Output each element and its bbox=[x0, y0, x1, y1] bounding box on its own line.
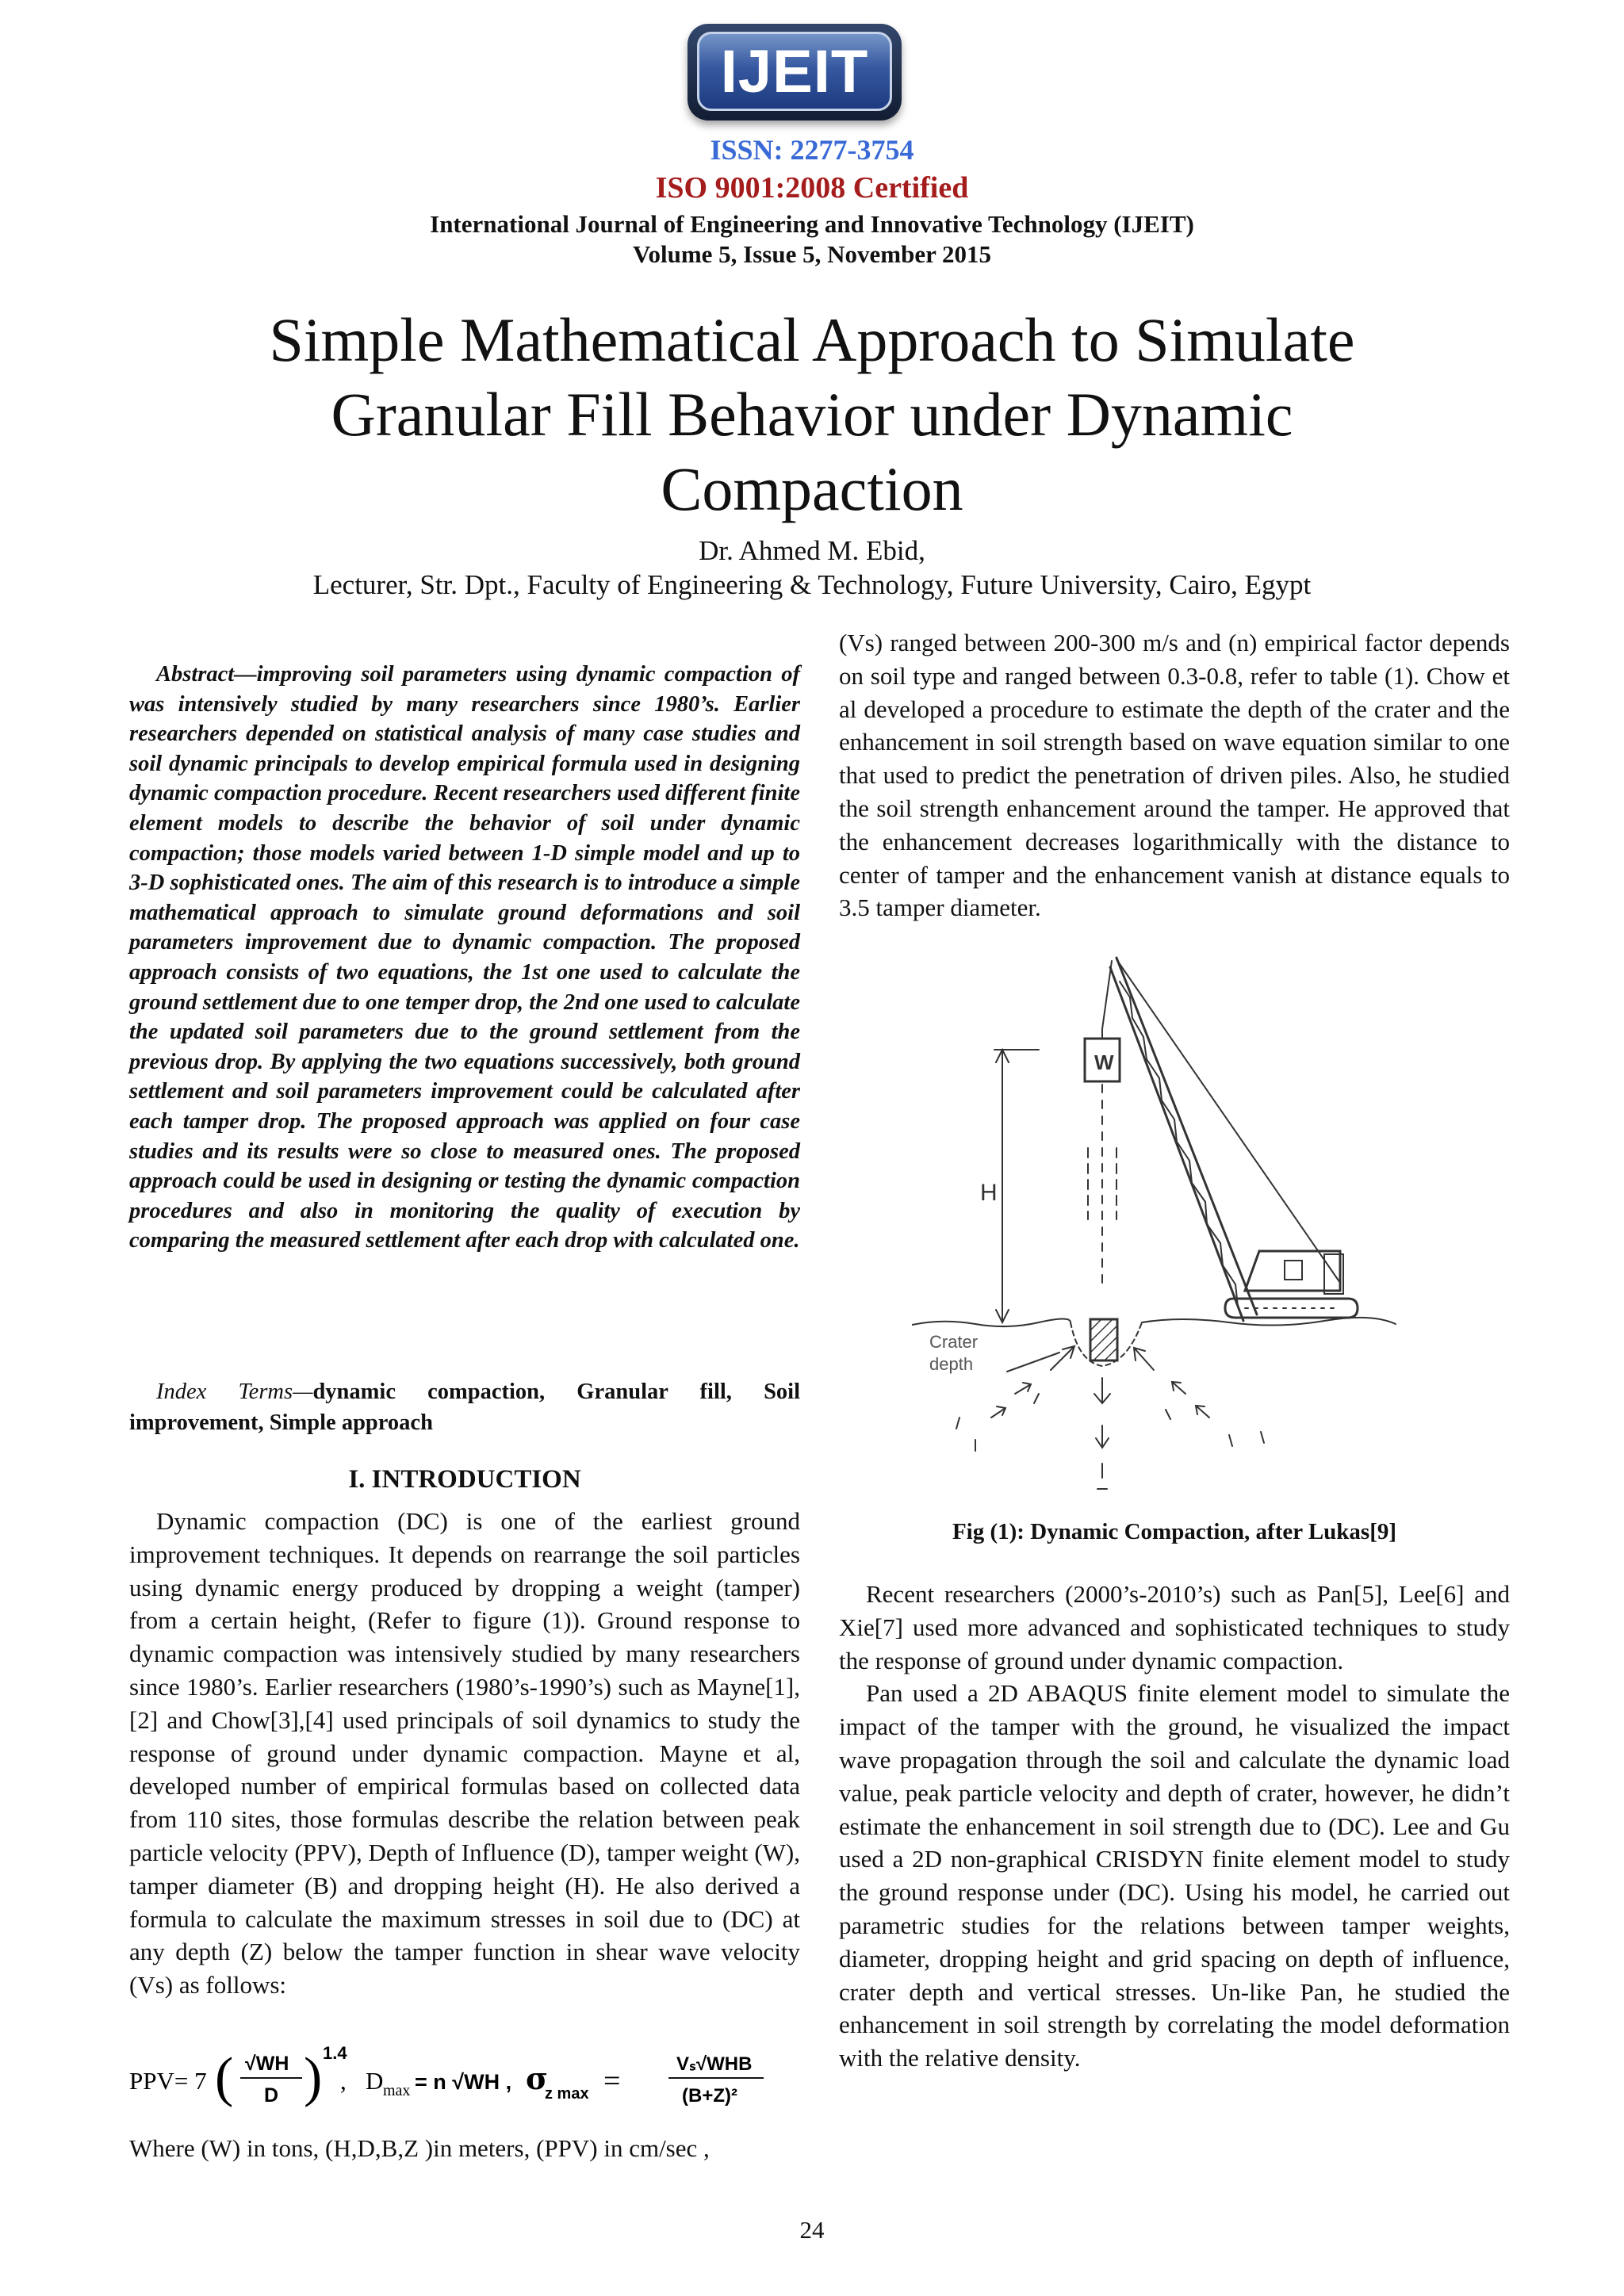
crater-label-line2: depth bbox=[929, 1354, 974, 1374]
right-paragraph-1: Recent researchers (2000’s-2010’s) such as Pan[5], Lee[6] and Xie[7] used more advanced and sophisticated techniques to study the response of ground under dynamic compaction. bbox=[839, 1580, 1510, 1674]
iso-line: ISO 9001:2008 Certified bbox=[655, 171, 969, 205]
dmax-rhs: = n √WH , bbox=[415, 2070, 512, 2094]
paper-title bbox=[0, 303, 1624, 526]
figure-caption: Fig (1): Dynamic Compaction, after Lukas[9] bbox=[952, 1519, 1397, 1544]
author-affiliation: Lecturer, Str. Dpt., Faculty of Engineering & Technology, Future University, Cairo, Egypt bbox=[312, 569, 1312, 600]
formula-comma: , bbox=[340, 2067, 347, 2095]
sigma-denominator: (B+Z)² bbox=[682, 2085, 737, 2107]
author-name: Dr. Ahmed M. Ebid, bbox=[699, 535, 925, 566]
index-terms bbox=[129, 1376, 800, 1438]
crane-cab-window bbox=[1285, 1261, 1302, 1280]
tamper-hatching bbox=[1090, 1319, 1117, 1360]
crater-label-line1: Crater bbox=[929, 1332, 979, 1352]
crane-boom-upper bbox=[1116, 958, 1257, 1314]
title-line: Simple Mathematical Approach to Simulate bbox=[269, 305, 1355, 374]
abstract bbox=[129, 660, 800, 1256]
intro-paragraph: Dynamic compaction (DC) is one of the earliest ground improvement techniques. It depends on rearrange the soil particles using dynamic energy produced by dropping a weight (tamper) from a certain height, (Refer to figure (1)). Ground response to dynamic compaction was intensively studied by many researchers since 1980’s. Earlier researchers (1980’s-1990’s) such as Mayne[1],[2] and Chow[3],[4] used principals of soil dynamics to study the response of ground under dynamic compaction. Mayne et al, developed number of empirical formulas based on collected data from 110 sites, those formulas describe the relation between peak particle velocity (PPV), Depth of Influence (D), tamper weight (W), tamper diameter (B) and dropping height (H). He also derived a formula to calculate the maximum stresses in soil due to (DC) at any depth (Z) below the tamper function in shear wave velocity (Vs) as follows: bbox=[129, 1507, 800, 1999]
ppv-numerator: √WH bbox=[245, 2053, 289, 2075]
formula-row bbox=[129, 2043, 800, 2114]
crane-cab bbox=[1245, 1251, 1340, 1291]
sigma-symbol: σ bbox=[526, 2061, 549, 2096]
height-label: H bbox=[980, 1180, 998, 1206]
ppv-exponent: 1.4 bbox=[323, 2043, 347, 2063]
title-line: Granular Fill Behavior under Dynamic bbox=[331, 380, 1293, 449]
right-column-top bbox=[839, 626, 1510, 924]
sigma-subscript: z max bbox=[545, 2085, 589, 2103]
dmax-label: D bbox=[366, 2067, 384, 2095]
ppv-paren-right: ) bbox=[304, 2047, 323, 2108]
abstract-text: Abstract—improving soil parameters using dynamic compaction of was intensively studied by many researchers since 1980’s. Earlier researchers depended on statistical analysis of many case studies and soil dynamic principals to develop empirical formula used in designing dynamic compaction procedure. Recent researchers used different finite element models to describe the behavior of soil under dynamic compaction; those models varied between 1-D simple model and up to 3-D sophisticated ones. The aim of this research is to introduce a simple mathematical approach to simulate ground deformations and soil parameters improvement due to dynamic compaction. The proposed approach consists of two equations, the 1st one used to calculate the ground settlement due to one temper drop, the 2nd one used to calculate the updated soil parameters due to the ground settlement from the previous drop. By applying the two equations successively, both ground settlement and soil parameters improvement could be calculated after each tamper drop. The proposed approach was applied on four case studies and its results were so close to measured ones. The proposed approach could be used in designing or testing the dynamic compaction procedures and also in monitoring the quality of execution by comparing the measured settlement after each drop with calculated one. bbox=[129, 662, 800, 1253]
where-text: Where (W) in tons, (H,D,B,Z )in meters, (PPV) in cm/sec , bbox=[129, 2134, 710, 2162]
sigma-numerator: Vₛ√WHB bbox=[676, 2053, 753, 2075]
right-column-bottom bbox=[839, 1578, 1510, 2075]
wave-arrows bbox=[991, 1346, 1209, 1489]
ppv-paren-left: ( bbox=[215, 2047, 234, 2108]
section-heading-introduction: I. INTRODUCTION bbox=[348, 1465, 581, 1494]
index-terms-text: dynamic compaction, Granular fill, Soil improvement, Simple approach bbox=[129, 1380, 801, 1435]
logo-text: IJEIT bbox=[720, 37, 869, 105]
right-top-paragraph: (Vs) ranged between 200-300 m/s and (n) empirical factor depends on soil type and ranged between 0.3-0.8, refer to table (1). Chow et al developed a procedure to estimate the depth of the crater and the enhancement in soil strength based on wave equation similar to one that used to predict the penetration of driven piles. Also, he studied the soil strength enhancement around the tamper. He approved that the enhancement decreases logarithmically with the distance to center of tamper and the enhancement vanish at distance equals to 3.5 tamper diameter. bbox=[839, 629, 1510, 922]
introduction-body bbox=[129, 1505, 800, 2002]
ground-surface bbox=[912, 1318, 1396, 1326]
journal-logo bbox=[688, 24, 902, 121]
ppv-prefix: PPV= 7 bbox=[129, 2067, 207, 2095]
dmax-subscript: max bbox=[383, 2082, 411, 2099]
crane-boom-lower bbox=[1110, 967, 1243, 1321]
volume-line: Volume 5, Issue 5, November 2015 bbox=[632, 240, 992, 268]
soil-ticks bbox=[956, 1394, 1264, 1451]
tamper-label: W bbox=[1094, 1050, 1114, 1074]
crane-pendant bbox=[1116, 959, 1340, 1283]
ppv-denominator: D bbox=[264, 2084, 279, 2107]
page-number: 24 bbox=[799, 2216, 825, 2244]
dynamic-compaction-figure bbox=[912, 950, 1404, 1513]
sigma-equals: = bbox=[603, 2064, 621, 2098]
journal-name: International Journal of Engineering and Innovative Technology (IJEIT) bbox=[430, 210, 1194, 238]
units-line bbox=[129, 2132, 800, 2165]
issn-line: ISSN: 2277-3754 bbox=[710, 134, 914, 166]
index-terms-label: Index Terms— bbox=[156, 1380, 313, 1404]
right-paragraph-2: Pan used a 2D ABAQUS finite element model to simulate the impact of the tamper with the ground, he visualized the impact wave propagation through the soil and calculate the dynamic load value, peak particle velocity and depth of crater, however, he didn’t estimate the enhancement in soil strength due to (DC). Lee and Gu used a 2D non-graphical CRISDYN finite element model to study the ground response under (DC). Using his model, he carried out parametric studies for the relations between tamper weights, diameter, dropping height and grid spacing on depth of influence, crater depth and vertical stresses. Un-like Pan, he studied the enhancement in soil strength by correlating the model deformation with the relative density. bbox=[839, 1679, 1510, 2072]
hoist-rope bbox=[1102, 961, 1112, 1029]
title-line: Compaction bbox=[661, 454, 963, 523]
